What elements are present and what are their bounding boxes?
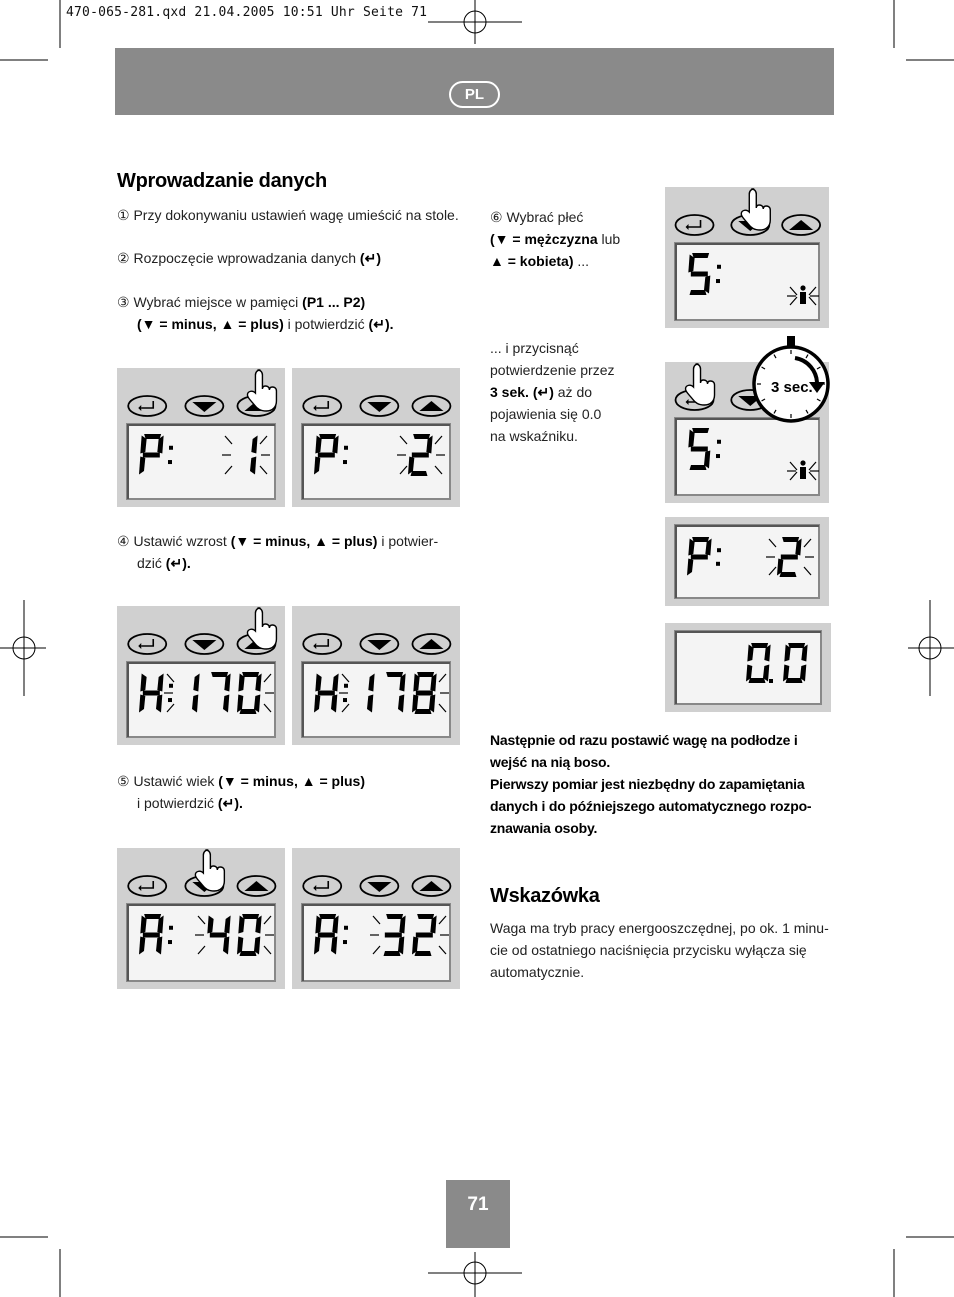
tip-line-3: automatycznie. bbox=[490, 964, 585, 980]
confirm-l5: na wskaźniku. bbox=[490, 428, 578, 444]
step-6-male: (▼ = mężczyzna lub bbox=[490, 231, 621, 247]
lcd-drawing bbox=[292, 848, 460, 989]
step-2: ② Rozpoczęcie wprowadzania danych (↵) bbox=[117, 250, 381, 266]
display-panel-a40 bbox=[117, 848, 285, 989]
lcd-screen bbox=[675, 525, 819, 598]
page-number: 71 bbox=[446, 1180, 510, 1248]
timer-label: 3 sec. bbox=[771, 379, 813, 396]
step-5-confirm: i potwierdzić (↵). bbox=[137, 795, 243, 811]
display-panel-p2 bbox=[292, 368, 460, 507]
lcd-drawing bbox=[665, 517, 829, 606]
step-6: ⑥ Wybrać płeć bbox=[490, 209, 584, 225]
lcd-drawing bbox=[292, 368, 460, 507]
bold-paragraph-line-4: danych i do późniejszego automatycznego rozpo- bbox=[490, 798, 812, 814]
tip-line-2: cie od ostatniego naciśnięcia przycisku wyłącza się bbox=[490, 942, 807, 958]
display-panel-h170 bbox=[117, 606, 285, 745]
lcd-drawing bbox=[665, 187, 829, 328]
display-panel-zero bbox=[665, 623, 831, 712]
display-panel-p1 bbox=[117, 368, 285, 507]
bold-paragraph-line-5: znawania osoby. bbox=[490, 820, 598, 836]
confirm-l3: 3 sek. (↵) aż do bbox=[490, 384, 593, 400]
confirm-l2: potwierdzenie przez bbox=[490, 362, 615, 378]
section-title: Wprowadzanie danych bbox=[117, 170, 327, 192]
scale-buttons bbox=[303, 876, 450, 896]
print-slug: 470-065-281.qxd 21.04.2005 10:51 Uhr Seite 71 bbox=[66, 5, 428, 20]
lcd-drawing bbox=[117, 368, 285, 507]
step-3-keys: (▼ = minus, ▲ = plus) i potwierdzić (↵). bbox=[137, 316, 394, 332]
language-badge: PL bbox=[449, 81, 500, 108]
display-panel-a32 bbox=[292, 848, 460, 989]
lcd-drawing bbox=[117, 848, 285, 989]
bold-paragraph-line-2: wejść na nią boso. bbox=[490, 754, 611, 770]
tip-line-1: Waga ma tryb pracy energooszczędnej, po ok. 1 minu- bbox=[490, 920, 829, 936]
bold-paragraph-line-3: Pierwszy pomiar jest niezbędny do zapamiętania bbox=[490, 776, 805, 792]
step-4: ④ Ustawić wzrost (▼ = minus, ▲ = plus) i potwier- bbox=[117, 533, 439, 549]
scale-buttons bbox=[303, 634, 450, 654]
tip-title: Wskazówka bbox=[490, 885, 600, 907]
bold-paragraph-line-1: Następnie od razu postawić wagę na podłodze i bbox=[490, 732, 798, 748]
step-5: ⑤ Ustawić wiek (▼ = minus, ▲ = plus) bbox=[117, 773, 365, 789]
lcd-drawing bbox=[665, 623, 831, 712]
step-1: ① Przy dokonywaniu ustawień wagę umieścić na stole. bbox=[117, 207, 459, 223]
confirm-l4: pojawienia się 0.0 bbox=[490, 406, 602, 422]
timer-3-sec-icon bbox=[749, 332, 839, 428]
scale-buttons bbox=[303, 396, 450, 416]
lcd-drawing bbox=[292, 606, 460, 745]
step-6-female: ▲ = kobieta) ... bbox=[490, 253, 590, 269]
step-4-confirm: dzić (↵). bbox=[137, 555, 191, 571]
lcd-drawing bbox=[117, 606, 285, 745]
display-panel-h178 bbox=[292, 606, 460, 745]
display-panel-sex-1 bbox=[665, 187, 829, 328]
step-3: ③ Wybrać miejsce w pamięci (P1 ... P2) bbox=[117, 294, 366, 310]
confirm-l1: ... i przycisnąć bbox=[490, 340, 579, 356]
display-panel-p2-final bbox=[665, 517, 829, 606]
